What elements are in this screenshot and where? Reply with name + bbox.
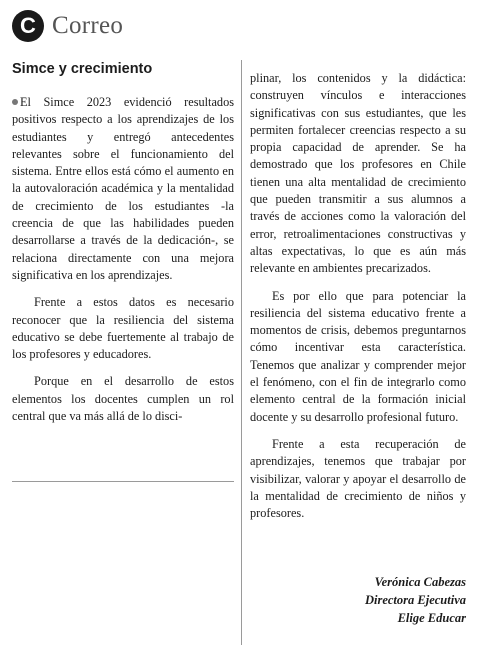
paragraph-4: plinar, los contenidos y la didáctica: construyen vínculos e interacciones significativas con sus estudiantes, que les permiten fortalecer creencias respecto a su propia capacidad de aprender. Se ha demostrado que los profesores en Chile tienen una alta mentalidad de crecimiento que pueden transmitir a sus alumnos a través de acciones como la valoración del error, retroalimentaciones constructivas y altas expectativas, lo que es aún más relevante en ambientes precarizados. (250, 71, 466, 276)
signature-name: Verónica Cabezas (374, 575, 466, 589)
left-column (12, 60, 234, 435)
section-title: Correo (52, 12, 124, 39)
paragraph-2: Frente a estos datos es necesario reconocer que la resiliencia del sistema educativo se debe fuertemente al trabajo de los profesores y educadores. (12, 295, 234, 362)
signature-block (365, 573, 466, 627)
correo-logo-icon (12, 10, 44, 42)
column-end-divider (12, 481, 234, 482)
signature-role: Directora Ejecutiva (364, 593, 466, 607)
signature-org: Elige Educar (397, 611, 466, 625)
paragraph-1 (12, 94, 234, 284)
right-column (250, 70, 466, 532)
letter-title: Simce y crecimiento (12, 61, 153, 77)
paragraph-3: Porque en el desarrollo de estos elementos los docentes cumplen un rol central que va más allá de lo disci- (12, 374, 234, 424)
logo-letter: C (20, 13, 36, 38)
section-header (12, 10, 123, 42)
paragraph-5: Es por ello que para potenciar la resiliencia del sistema educativo frente a momentos de crisis, debemos preguntarnos cómo incentivar esta característica. Tenemos que analizar y comprender mejor el fenómeno, con el fin de integrarlo como elemento central de la formación inicial docente y su desarrollo profesional futuro. (250, 288, 466, 424)
bullet-icon (12, 99, 18, 105)
paragraph-1-text: El Simce 2023 evidenció resultados positivos respecto a los aprendizajes de los estudiantes y entregó antecedentes relevantes sobre el funcionamiento del sistema. Entre ellos está cómo el aumento en la autovaloración académica y la mentalidad de crecimiento de los estudiantes -la creencia de que las habilidades pueden desarrollarse a través de la dedicación-, se relaciona directamente con una mejora significativa en los aprendizajes. (12, 95, 234, 282)
paragraph-6: Frente a esta recuperación de aprendizajes, tenemos que trabajar por visibilizar, valorar y apoyar el desarrollo de la mentalidad de crecimiento de niños y profesores. (250, 436, 466, 521)
column-divider (241, 60, 242, 645)
